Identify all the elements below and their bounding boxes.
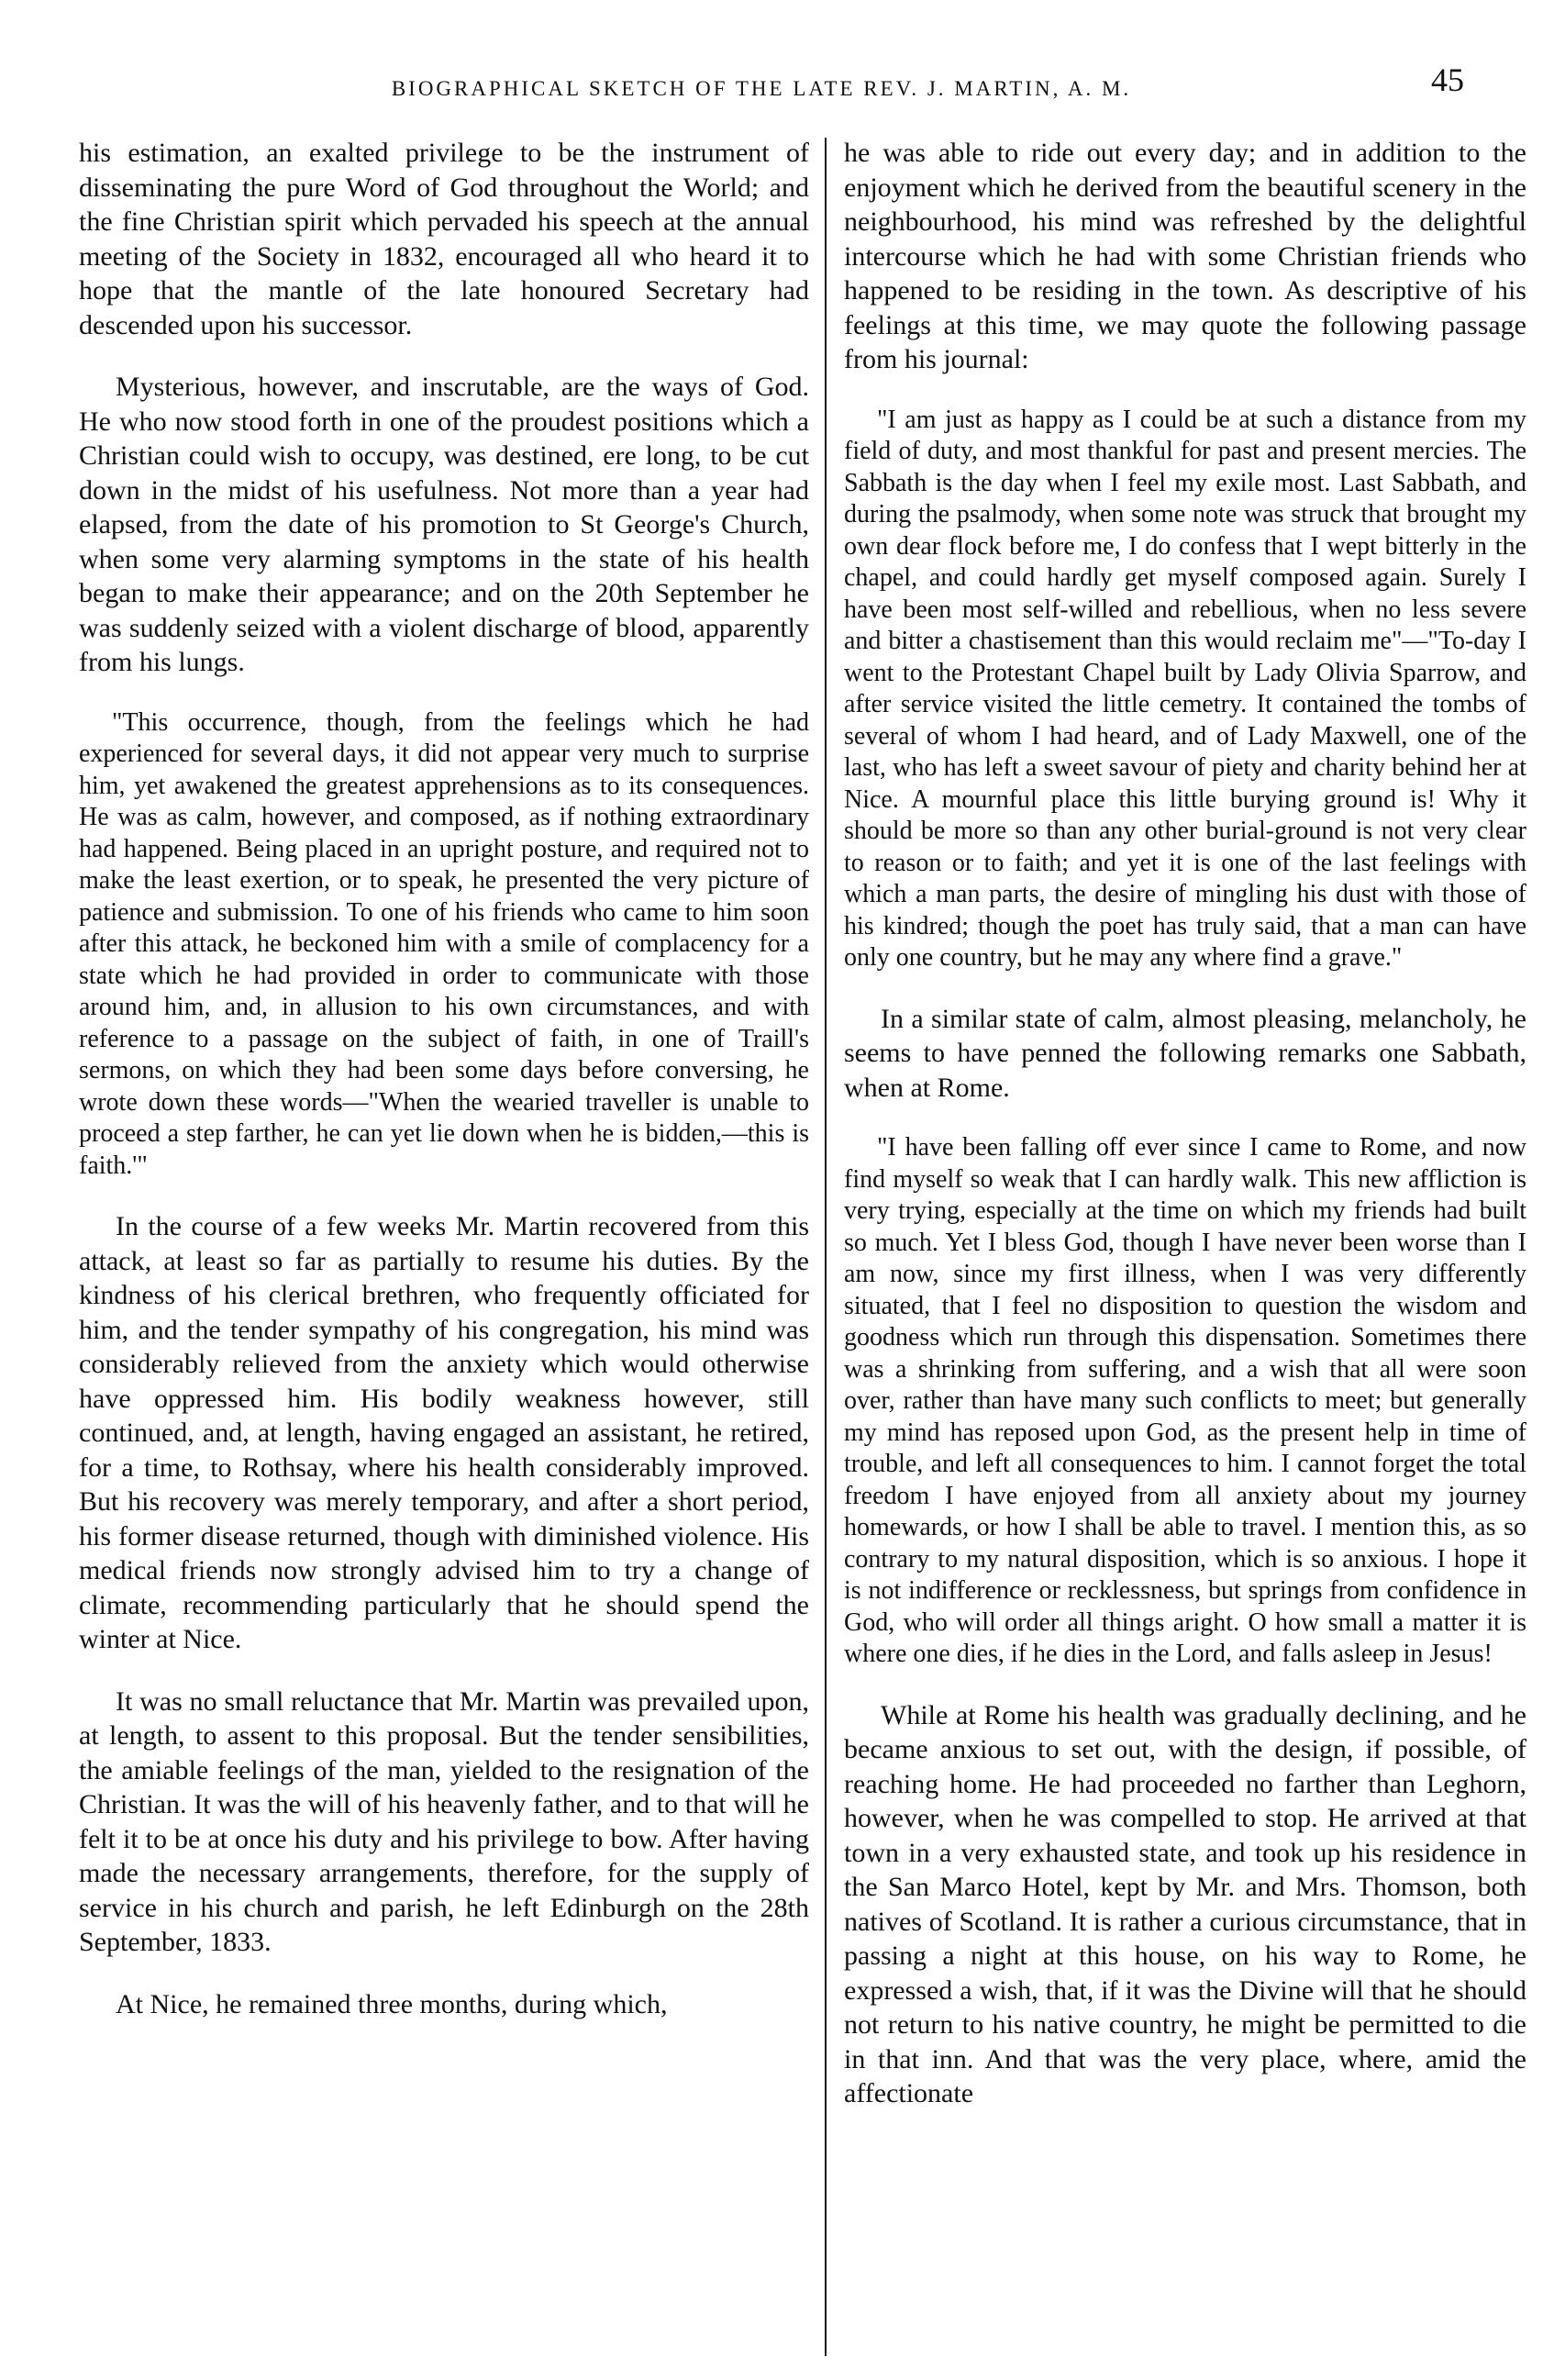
running-head: BIOGRAPHICAL SKETCH OF THE LATE REV. J. MARTIN, A. M. [391,77,1132,100]
quoted-paragraph: "I am just as happy as I could be at such a distance from my field of duty, and most thankful for past and present mercies. The Sabbath is the day when I feel my exile most. Last Sabbath, and during the psalmody, when some note was struck that brought my own dear flock before me, I do confess that I wept bitterly in the chapel, and could hardly get myself composed again. Surely I have been most self-willed and rebellious, when no less severe and bitter a chastisement than this would reclaim me"—"To-day I went to the Protestant Chapel built by Lady Olivia Sparrow, and after service visited the little cemetry. It contained the tombs of several of whom I had heard, and of Lady Maxwell, one of the last, who has left a sweet savour of piety and charity behind her at Nice. A mournful place this little burying ground is! Why it should be more so than any other burial-ground is not very clear to reason or to faith; and yet it is one of the last feelings with which a man parts, the desire of mingling his dust with those of his kindred; though the poet has truly said, that a man can have only one country, but he may any where find a grave." [844,405,1526,972]
paragraph: In the course of a few weeks Mr. Martin recovered from this attack, at least so far as partially to resume his duties. By the kindness of his clerical brethren, who frequently officiated for him, and the tender sympathy of his congregation, his mind was considerably relieved from the anxiety which would otherwise have oppressed him. His bodily weakness however, still continued, and, at length, having engaged an assistant, he retired, for a time, to Rothsay, where his health considerably improved. But his recovery was merely temporary, and after a short period, his former disease returned, though with diminished violence. His medical friends now strongly advised him to try a change of climate, recommending particularly that he should spend the winter at Nice. [79,1211,809,1654]
paragraph: he was able to ride out every day; and in addition to the enjoyment which he derived from the beautiful scenery in the neighbourhood, his mind was refreshed by the delightful intercourse which he had with some Christian friends who happened to be residing in the town. As descriptive of his feelings at this time, we may quote the following passage from his journal: [844,138,1526,374]
quoted-paragraph: "This occurrence, though, from the feelings which he had experienced for several days, it did not appear very much to surprise him, yet awakened the greatest apprehensions as to its consequences. He was as calm, however, and composed, as if nothing extraordinary had happened. Being placed in an upright posture, and required not to make the least exertion, or to speak, he presented the very picture of patience and submission. To one of his friends who came to him soon after this attack, he beckoned him with a smile of complacency for a state which he had provided in order to communicate with those around him, and, in allusion to his own circumstances, and with reference to a passage on the subject of faith, in one of Traill's sermons, on which they had been some days before conversing, he wrote down these words—"When the wearied traveller is unable to proceed a step farther, he can yet lie down when he is bidden,—this is faith.'" [79,707,809,1180]
page-number: 45 [1431,61,1464,98]
paragraph: In a similar state of calm, almost pleasing, melancholy, he seems to have penned the following remarks one Sabbath, when at Rome. [844,1003,1526,1103]
right-column [844,136,1526,2356]
paragraph: Mysterious, however, and inscrutable, are the ways of God. He who now stood forth in one of the proudest positions which a Christian could wish to occupy, was destined, ere long, to be cut down in the midst of his usefulness. Not more than a year had elapsed, from the date of his promotion to St George's Church, when some very alarming symptoms in the state of his health began to make their appearance; and on the 20th September he was suddenly seized with a violent discharge of blood, apparently from his lungs. [79,372,809,677]
paragraph: At Nice, he remained three months, during which, [116,1988,668,2019]
column-divider [825,138,827,2356]
left-column [79,136,809,2356]
paragraph: his estimation, an exalted privilege to be the instrument of disseminating the pure Word of God throughout the World; and the fine Christian spirit which pervaded his speech at the annual meeting of the Society in 1832, encouraged all who heard it to hope that the mantle of the late honoured Secretary had descended upon his successor. [79,138,809,340]
paragraph: While at Rome his health was gradually declining, and he became anxious to set out, with the design, if possible, of reaching home. He had proceeded no farther than Leghorn, however, when he was compelled to stop. He arrived at that town in a very exhausted state, and took up his residence in the San Marco Hotel, kept by Mr. and Mrs. Thomson, both natives of Scotland. It is rather a curious circumstance, that in passing a night at this house, on his way to Rome, he expressed a wish, that, if it was the Divine will that he should not return to his native country, he might be permitted to die in that inn. And that was the very place, where, amid the affectionate [844,1699,1526,2108]
paragraph: It was no small reluctance that Mr. Martin was prevailed upon, at length, to assent to this proposal. But the tender sensibilities, the amiable feelings of the man, yielded to the resignation of the Christian. It was the will of his heavenly father, and to that will he felt it to be at once his duty and his privilege to bow. After having made the necessary arrangements, therefore, for the supply of service in his church and parish, he left Edinburgh on the 28th September, 1833. [79,1685,809,1957]
quoted-paragraph: "I have been falling off ever since I came to Rome, and now find myself so weak that I can hardly walk. This new affliction is very trying, especially at the time on which my friends had built so much. Yet I bless God, though I have never been worse than I am now, since my first illness, when I was very differently situated, that I feel no disposition to question the wisdom and goodness which run through this dispensation. Sometimes there was a shrinking from suffering, and a wish that all were soon over, rather than have many such conflicts to meet; but generally my mind has reposed upon God, as the present help in time of trouble, and left all consequences to him. I cannot forget the total freedom I have enjoyed from all anxiety about my journey homewards, or how I shall be able to travel. I mention this, as so contrary to my natural disposition, which is so anxious. I hope it is not indifference or recklessness, but springs from confidence in God, who will order all things aright. O how small a matter it is where one dies, if he dies in the Lord, and falls asleep in Jesus! [844,1133,1526,1668]
